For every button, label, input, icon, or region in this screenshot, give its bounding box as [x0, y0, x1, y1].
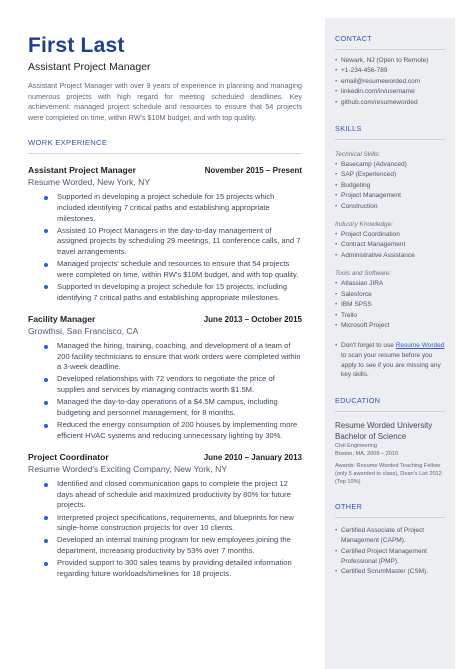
candidate-title: Assistant Project Manager [28, 61, 151, 73]
bullet-dot-icon [44, 562, 48, 566]
skill-item: • Salesforce [335, 290, 445, 300]
contact-list [335, 56, 445, 108]
job-entry [28, 165, 302, 303]
contact-github[interactable]: • github.com/resumeworded [335, 98, 445, 108]
education-field: Civil Engineering [335, 442, 377, 449]
skill-item: • IBM SPSS [335, 300, 445, 310]
skill-item: • SAP (Experienced) [335, 170, 445, 180]
job-bullet [28, 226, 302, 258]
other-heading: OTHER [335, 501, 363, 511]
contact-linkedin[interactable]: • linkedin.com/in/username [335, 87, 445, 97]
section-divider [335, 49, 445, 50]
other-list [335, 526, 445, 578]
job-bullet [28, 374, 302, 395]
contact-email[interactable]: • email@resumeworded.com [335, 77, 445, 87]
bullet-dot-icon [44, 285, 48, 289]
job-bullet [28, 513, 302, 534]
sidebar [325, 18, 455, 669]
job-bullets [28, 192, 302, 303]
job-entry [28, 452, 302, 579]
work-experience-heading: WORK EXPERIENCE [28, 138, 108, 148]
skills-group-label: Industry Knowledge: [335, 221, 393, 229]
section-divider [335, 517, 445, 518]
job-bullets [28, 341, 302, 441]
bullet-dot-icon [44, 263, 48, 267]
certification-item: • Certified Associate of Project Management (CAPM). [335, 526, 445, 547]
bullet-dot-icon [44, 196, 48, 200]
job-dates: November 2015 – Present [204, 166, 302, 176]
job-bullet [28, 479, 302, 511]
skill-item: • Basecamp (Advanced) [335, 160, 445, 170]
bullet-dot-icon [44, 483, 48, 487]
contact-heading: CONTACT [335, 34, 373, 43]
bullet-text: Reduced the energy consumption of 200 houses by implementing more efficient HVAC systems and reducing unnecessary lighting by 30%. [57, 420, 298, 440]
bullet-text: Provided support to 300 sales teams by providing detailed information regarding future workloads/timelines for 18 projects. [57, 558, 292, 578]
resume-worded-link[interactable]: Resume Worded [395, 342, 445, 350]
contact-location: • Newark, NJ (Open to Remote) [335, 56, 445, 66]
skill-item: • Project Coordination [335, 230, 445, 240]
skill-item: • Atlassian JIRA [335, 279, 445, 289]
certification-item: • Certified ScrumMaster (CSM). [335, 567, 445, 577]
skill-item: • Administrative Assistance [335, 251, 445, 261]
job-dates: June 2010 – January 2013 [203, 453, 302, 463]
skills-group-label: Technical Skills: [335, 151, 381, 159]
skill-item: • Contract Management [335, 240, 445, 250]
skill-item: • Trello [335, 311, 445, 321]
bullet-text: Developed an internal training program for new employees joining the department, increasing productivity by 53% over 7 months. [57, 535, 291, 555]
section-divider [335, 411, 445, 412]
education-heading: EDUCATION [335, 395, 381, 405]
skills-list [335, 279, 445, 331]
section-divider [28, 153, 302, 154]
main-column [28, 34, 302, 581]
bullet-text: Identified and closed communication gaps to complete the project 12 days ahead of schedule and maximized productivity by 80% for future projects. [57, 479, 291, 510]
bullet-dot-icon [44, 345, 48, 349]
education-location-dates: Boston, MA, 2009 – 2010 [335, 450, 399, 457]
job-company: Resume Worded, New York, NY [28, 177, 151, 188]
job-bullet [28, 192, 302, 224]
skills-note [335, 341, 445, 379]
bullet-text: Developed relationships with 72 vendors to negotiate the price of supplies and services by managing contracts worth $1.5M. [57, 374, 275, 395]
summary-paragraph: Assistant Project Manager with over 9 years of experience in planning and managing numerous projects with high regard for meeting scheduled deadlines. Key achievement: managed project schedule and resources to ensure that 54 projects were completed on time, within RW's $10M budget, and with top quality. [28, 81, 302, 122]
skill-item: • Budgeting [335, 181, 445, 191]
bullet-text: Supported in developing a project schedule for 15 projects which included identifying 7 critical paths and establishing appropriate milestones. [57, 192, 275, 223]
skill-item: • Project Management [335, 191, 445, 201]
note-prefix: Don't forget to use [341, 342, 396, 350]
job-bullets [28, 479, 302, 579]
job-bullet [28, 558, 302, 579]
skills-group-label: Tools and Software: [335, 270, 392, 278]
education-awards: Awards: Resume Worded Teaching Fellow (only 5 awarded to class), Dean's List 2012 (Top 10%) [335, 462, 442, 485]
skill-item: • Microsoft Project [335, 321, 445, 331]
candidate-name: First Last [28, 34, 125, 57]
bullet-dot-icon [44, 539, 48, 543]
skills-heading: SKILLS [335, 124, 362, 134]
bullet-dot-icon [44, 229, 48, 233]
section-divider [335, 139, 445, 140]
skills-list [335, 230, 445, 261]
job-bullet [28, 420, 302, 441]
bullet-text: Managed projects' schedule and resources to ensure that 54 projects were completed on time, within RW's $10M budget, and with top quality. [57, 259, 299, 279]
job-entry [28, 314, 302, 441]
bullet-dot-icon [44, 516, 48, 520]
job-bullet [28, 282, 302, 303]
job-bullet [28, 341, 302, 373]
job-bullet [28, 259, 302, 280]
bullet-dot-icon [44, 401, 48, 405]
bullet-text: Interpreted project specifications, requirements, and blueprints for new single-home construction projects for over 10 clients. [57, 512, 294, 533]
contact-phone[interactable]: • +1-234-456-789 [335, 66, 445, 76]
skill-item: • Construction [335, 202, 445, 212]
bullet-text: Assisted 10 Project Managers in the day-to-day management of assigned projects by scheduling 29 meetings, 11 conference calls, and 7 travel arrangements. [57, 225, 301, 256]
job-title: Assistant Project Manager [28, 165, 136, 176]
bullet-text: Supported in developing a project schedule for 15 projects, including identifying 7 critical paths and establishing appropriate milestones. [57, 281, 288, 302]
skills-list [335, 160, 445, 212]
certification-item: • Certified Project Management Professional (PMP). [335, 547, 445, 568]
note-suffix: to scan your resume before you apply to see if you are missing any key skills. [341, 351, 441, 379]
job-dates: June 2013 – October 2015 [203, 315, 302, 325]
bullet-text: Managed the hiring, training, coaching, and development of a team of 200 facility technicians to ensure that work orders were completed within a 3-week deadline. [57, 341, 301, 372]
skills-note-text [335, 341, 445, 379]
education-degree: Bachelor of Science [335, 431, 407, 441]
job-company: Resume Worded's Exciting Company, New York, NY [28, 464, 228, 475]
bullet-text: Managed the day-to-day operations of a $4.5M campus, including budgeting and personnel management, for 8 months. [57, 397, 278, 417]
job-bullet [28, 397, 302, 418]
job-bullet [28, 535, 302, 556]
job-title: Facility Manager [28, 314, 96, 325]
bullet-dot-icon [44, 424, 48, 428]
job-title: Project Coordinator [28, 452, 109, 463]
education-school: Resume Worded University [335, 420, 433, 430]
job-company: Growthsi, San Francisco, CA [28, 326, 139, 337]
bullet-dot-icon [44, 378, 48, 382]
